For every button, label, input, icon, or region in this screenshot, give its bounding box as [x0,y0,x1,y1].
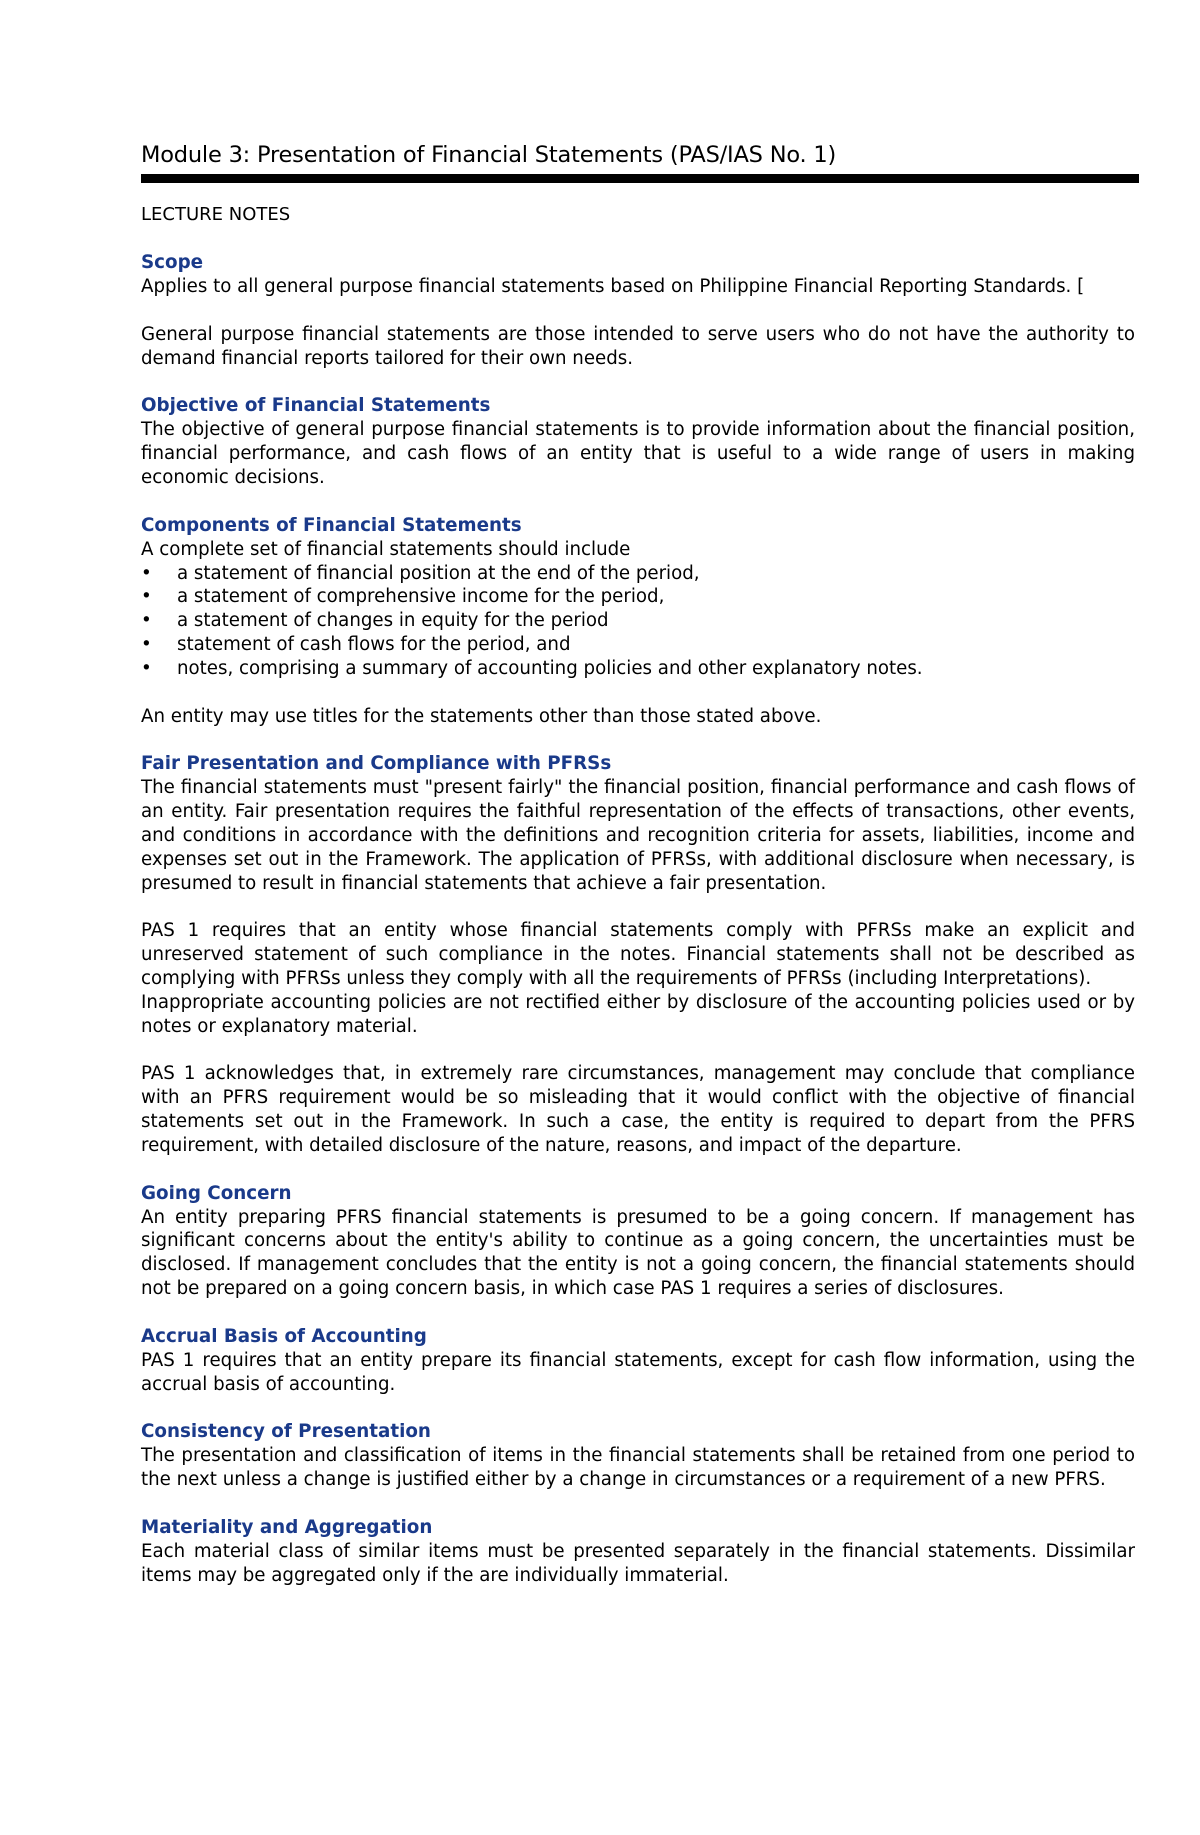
paragraph: The presentation and classification of items in the financial statements shall be retained from one period to the next unless a change is justified either by a change in circumstances or a requirement of a new PFRS. [141,1445,1135,1491]
bullet-icon: • [141,633,152,655]
section-fair-presentation [141,752,1135,1157]
paragraph: Inappropriate accounting policies are not rectified either by disclosure of the accounting policies used or by notes or explanatory material. [141,991,1135,1037]
paragraph: PAS 1 requires that an entity whose financial statements comply with PFRSs make an explicit and unreserved statement of such compliance in the notes. Financial statements shall not be described as complying with PFRSs unless they comply with all the requirements of PFRSs (including Interpretations). [141,920,1135,989]
paragraph: A complete set of financial statements should include [141,538,631,560]
list-item [141,609,1135,633]
section-scope [141,251,1135,370]
section-heading: Objective of Financial Statements [141,395,491,417]
section-heading: Consistency of Presentation [141,1421,431,1443]
paragraph: Each material class of similar items must be presented separately in the financial statements. Dissimilar items may be aggregated only if the are individually immaterial. [141,1540,1135,1586]
section-materiality [141,1516,1135,1588]
paragraph: An entity may use titles for the statements other than those stated above. [141,705,822,727]
bullet-icon: • [141,610,152,632]
list-item-text: a statement of changes in equity for the period [177,610,609,632]
list-item-text: a statement of comprehensive income for the period, [177,586,665,608]
section-components [141,514,1135,729]
section-heading: Fair Presentation and Compliance with PFRSs [141,753,612,775]
bullet-icon: • [141,562,152,584]
list-item [141,633,1135,657]
bullet-icon: • [141,586,152,608]
paragraph: An entity preparing PFRS financial statements is presumed to be a going concern. If management has significant concerns about the entity's ability to continue as a going concern, the uncertainties must be disclosed. If management concludes that the entity is not a going concern, the financial statements should not be prepared on a going concern basis, in which case PAS 1 requires a series of disclosures. [141,1206,1135,1299]
section-heading: Accrual Basis of Accounting [141,1325,427,1347]
lecture-notes-label: LECTURE NOTES [141,204,291,225]
title-rule [141,174,1139,183]
document-body [141,140,1135,1587]
list-item [141,657,1135,681]
components-list [141,562,1135,681]
paragraph: PAS 1 acknowledges that, in extremely rare circumstances, management may conclude that compliance with an PFRS requirement would be so misleading that it would conflict with the objective of financial statements set out in the Framework. In such a case, the entity is required to depart from the PFRS requirement, with detailed disclosure of the nature, reasons, and impact of the departure. [141,1063,1135,1156]
list-item [141,562,1135,586]
section-heading: Components of Financial Statements [141,514,522,536]
section-accrual-basis [141,1325,1135,1397]
section-heading: Materiality and Aggregation [141,1516,433,1538]
paragraph: The financial statements must "present fairly" the financial position, financial performance and cash flows of an entity. Fair presentation requires the faithful representation of the effects of transactions, other events, and conditions in accordance with the definitions and recognition criteria for assets, liabilities, income and expenses set out in the Framework. The application of PFRSs, with additional disclosure when necessary, is presumed to result in financial statements that achieve a fair presentation. [141,777,1135,894]
paragraph: The objective of general purpose financial statements is to provide information about the financial position, financial performance, and cash flows of an entity that is useful to a wide range of users in making economic decisions. [141,419,1135,488]
section-consistency [141,1420,1135,1492]
section-objective [141,394,1135,489]
list-item-text: a statement of financial position at the end of the period, [177,562,700,584]
paragraph: General purpose financial statements are those intended to serve users who do not have the authority to demand financial reports tailored for their own needs. [141,323,1135,369]
section-heading: Going Concern [141,1182,292,1204]
list-item-text: statement of cash flows for the period, and [177,633,571,655]
section-going-concern [141,1182,1135,1301]
list-item [141,585,1135,609]
page-title: Module 3: Presentation of Financial Statements (PAS/IAS No. 1) [141,142,837,168]
paragraph: Applies to all general purpose financial statements based on Philippine Financial Reporting Standards. [ [141,276,1085,297]
list-item-text: notes, comprising a summary of accounting policies and other explanatory notes. [177,657,923,679]
bullet-icon: • [141,657,152,679]
section-heading: Scope [141,252,204,273]
paragraph: PAS 1 requires that an entity prepare its financial statements, except for cash flow information, using the accrual basis of accounting. [141,1349,1135,1395]
